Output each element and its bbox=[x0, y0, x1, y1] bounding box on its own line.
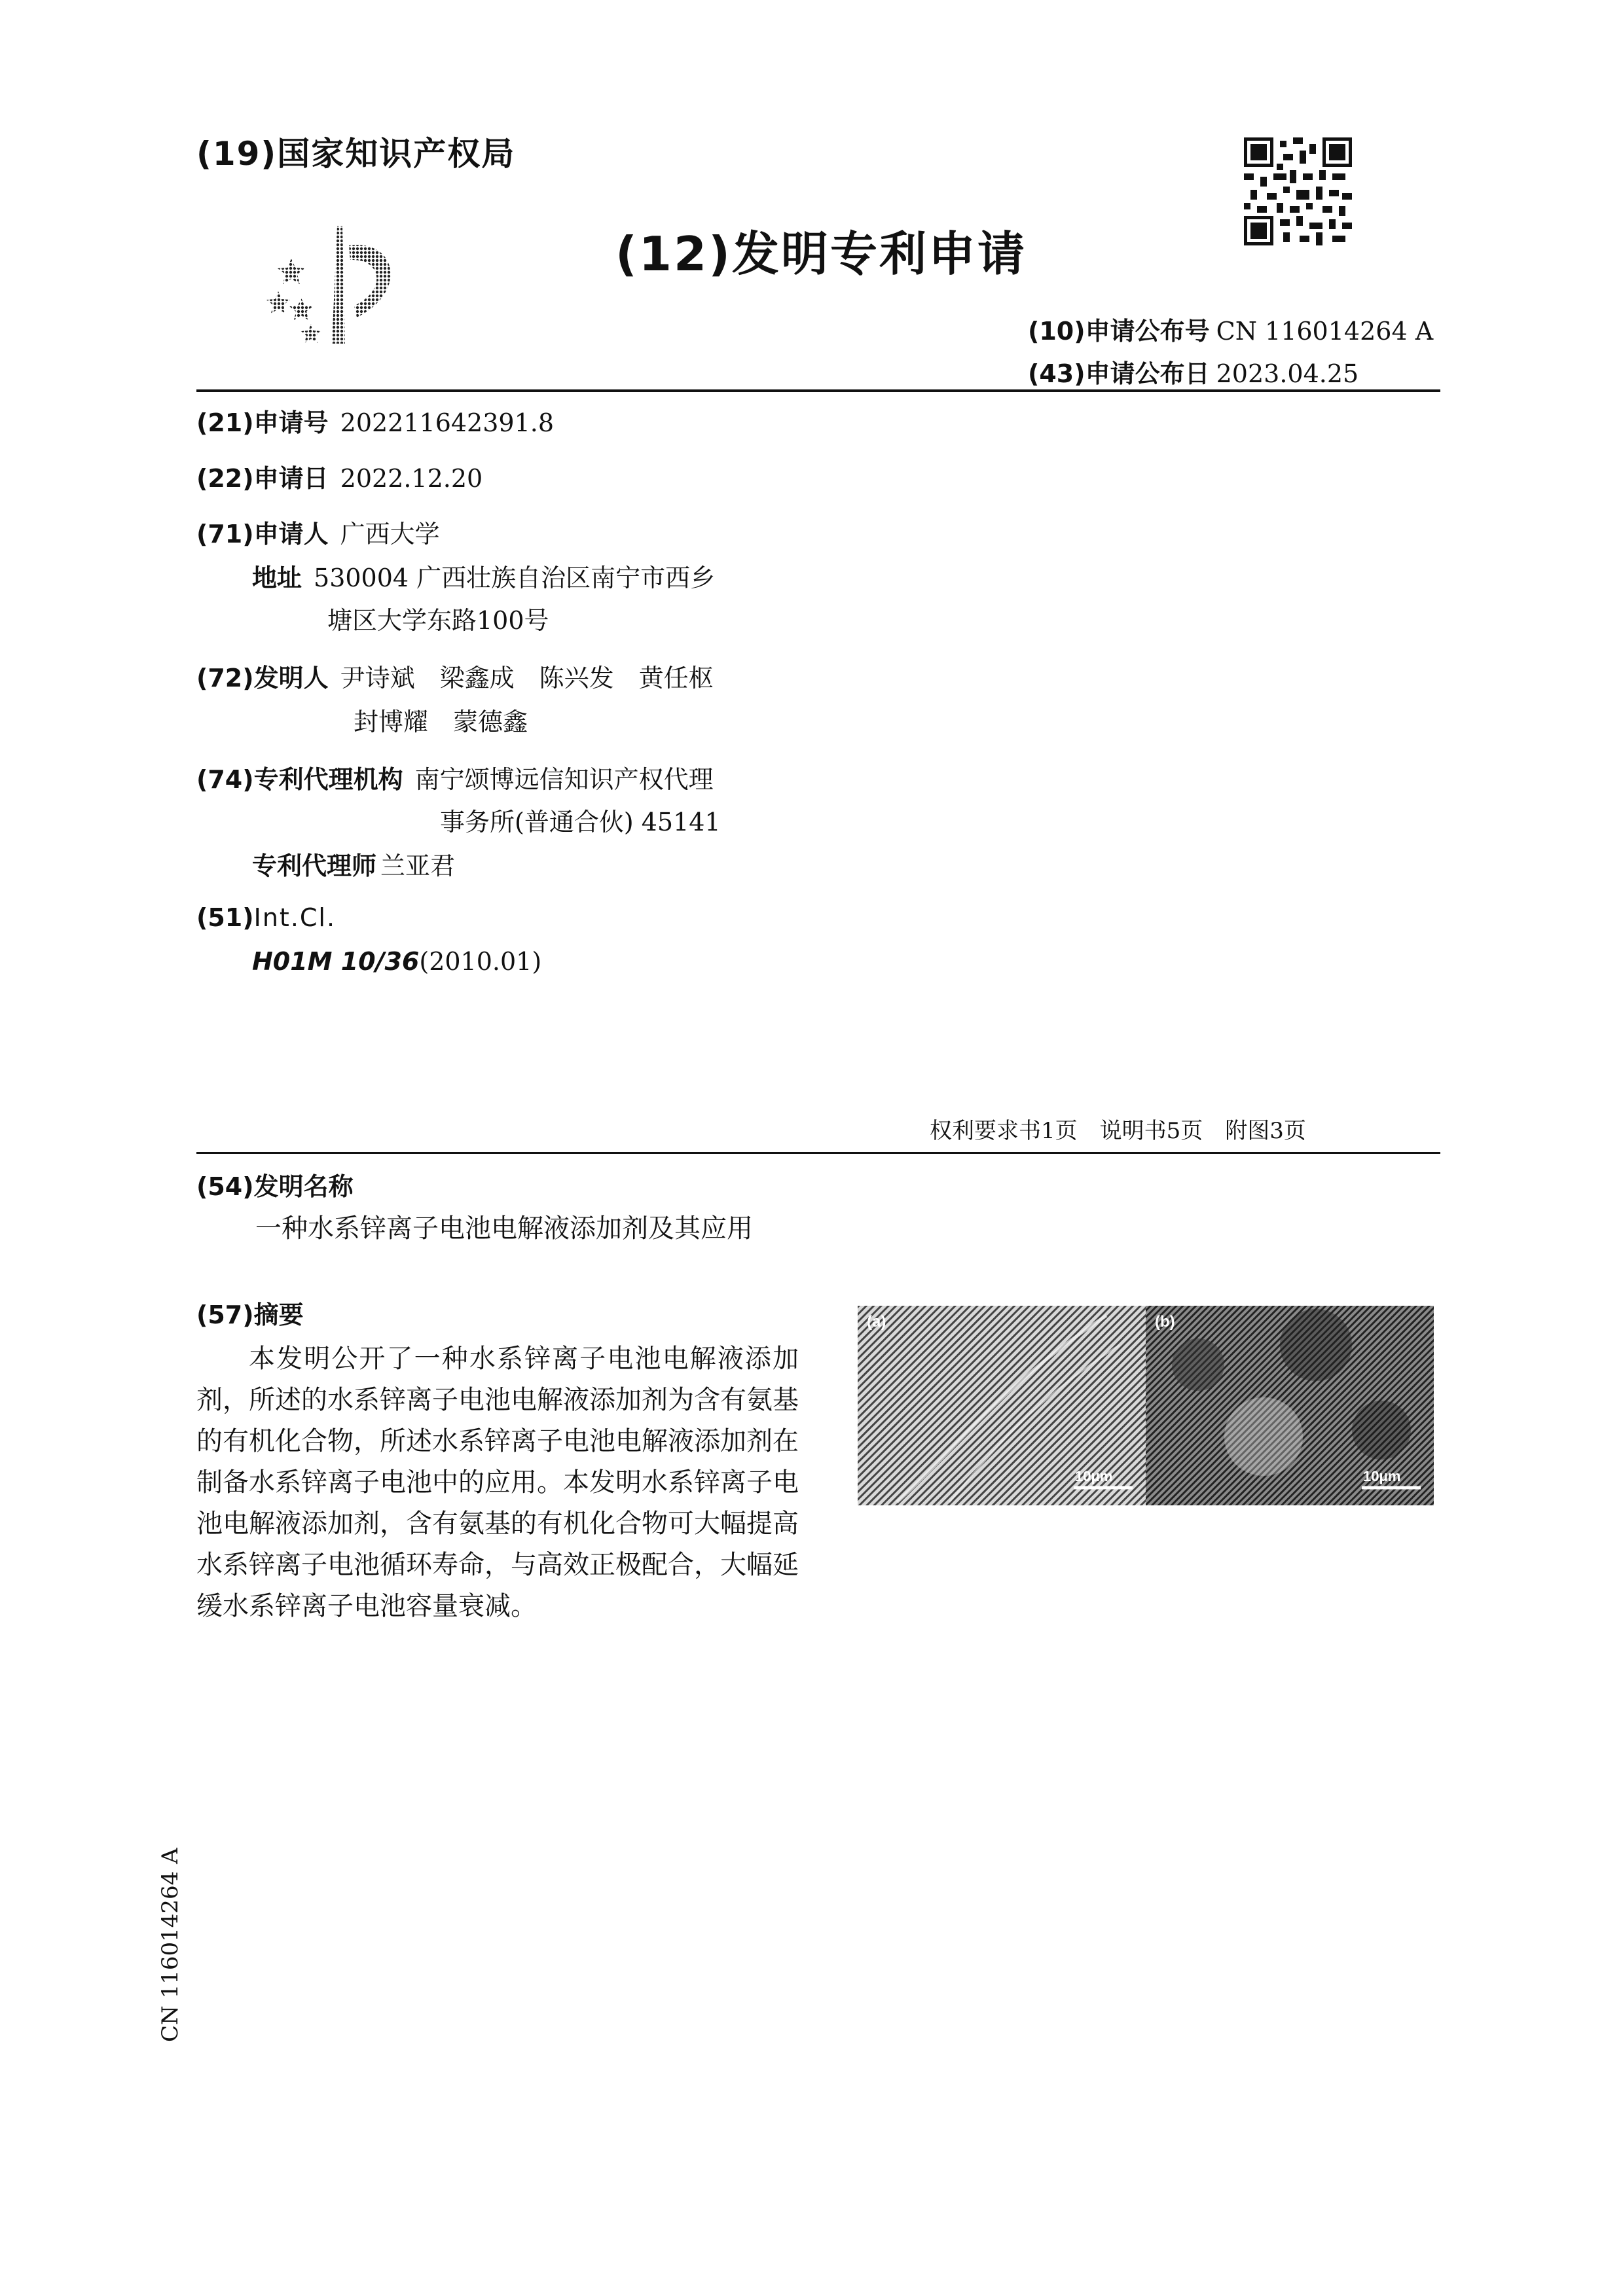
agent-field bbox=[252, 846, 455, 882]
field-label: 专利代理机构 bbox=[253, 765, 403, 794]
scale-label-a: 10μm bbox=[1075, 1468, 1113, 1484]
inventors-field bbox=[196, 658, 714, 694]
ipc-class: H01M 10/36 bbox=[252, 947, 420, 976]
field-label: 申请日 bbox=[253, 464, 329, 493]
publication-date: 2023.04.25 bbox=[1216, 359, 1359, 388]
field-label: 地址 bbox=[252, 564, 302, 592]
field-code: (72) bbox=[196, 664, 254, 692]
invention-title-heading bbox=[196, 1166, 354, 1202]
agency-line-2: 事务所(普通合伙) 45141 bbox=[440, 808, 721, 836]
document-type-title: (12)发明专利申请 bbox=[615, 226, 1027, 281]
field-code: (74) bbox=[196, 765, 254, 794]
applicant-field bbox=[196, 514, 440, 550]
scale-label-b: 10μm bbox=[1363, 1468, 1401, 1484]
ipc-version: (2010.01) bbox=[419, 947, 542, 976]
page-counts: 权利要求书1页 说明书5页 附图3页 bbox=[930, 1118, 1306, 1144]
field-label: 专利代理师 bbox=[252, 852, 377, 880]
publication-date-row bbox=[1028, 353, 1359, 389]
invention-title: 一种水系锌离子电池电解液添加剂及其应用 bbox=[255, 1213, 753, 1244]
field-code: (22) bbox=[196, 464, 254, 493]
section-divider bbox=[196, 1152, 1440, 1154]
applicant-name: 广西大学 bbox=[340, 520, 440, 548]
ipc-field bbox=[196, 903, 336, 932]
field-label: 申请人 bbox=[253, 520, 329, 548]
office-name: (19)国家知识产权局 bbox=[196, 135, 516, 173]
field-code: (57) bbox=[196, 1300, 254, 1329]
panel-a-label: (a) bbox=[867, 1313, 886, 1331]
side-publication-number: CN 116014264 A bbox=[157, 1848, 183, 2042]
publication-number-label: (10)申请公布号 bbox=[1028, 317, 1210, 346]
application-number: 202211642391.8 bbox=[340, 408, 555, 437]
qr-code-icon bbox=[1244, 137, 1352, 245]
panel-b-label: (b) bbox=[1155, 1313, 1175, 1331]
address-line-1: 530004 广西壮族自治区南宁市西乡 bbox=[314, 564, 716, 592]
address-field bbox=[252, 558, 715, 594]
publication-number: CN 116014264 A bbox=[1216, 317, 1434, 346]
application-date: 2022.12.20 bbox=[340, 464, 483, 493]
agency-field bbox=[196, 759, 714, 795]
field-code: (51) bbox=[196, 903, 254, 932]
field-label: 发明人 bbox=[253, 664, 329, 692]
application-date-field bbox=[196, 458, 483, 494]
field-label: 发明名称 bbox=[253, 1172, 354, 1201]
publication-number-row bbox=[1028, 311, 1433, 347]
abstract-figure-sem-images bbox=[858, 1306, 1434, 1505]
cnipa-emblem-icon bbox=[265, 219, 435, 350]
agent-name: 兰亚君 bbox=[380, 852, 456, 880]
abstract-text: 本发明公开了一种水系锌离子电池电解液添加剂，所述的水系锌离子电池电解液添加剂为含有氨基的有机化合物，所述水系锌离子电池电解液添加剂在制备水系锌离子电池中的应用。本发明水系锌离子电池电解液添加剂，含有氨基的有机化合物可大幅提高水系锌离子电池循环寿命，与高效正极配合，大幅延缓水系锌离子电池容量衰减。 bbox=[196, 1344, 799, 1621]
ipc-classification bbox=[252, 947, 541, 976]
abstract-heading bbox=[196, 1295, 304, 1331]
address-line-2: 塘区大学东路100号 bbox=[327, 606, 549, 635]
field-code: (21) bbox=[196, 408, 254, 437]
publication-date-label: (43)申请公布日 bbox=[1028, 359, 1210, 388]
field-label: Int.Cl. bbox=[253, 903, 337, 932]
field-label: 申请号 bbox=[253, 408, 329, 437]
field-code: (71) bbox=[196, 520, 254, 548]
inventors-line-1: 尹诗斌 梁鑫成 陈兴发 黄任枢 bbox=[340, 664, 714, 692]
field-code: (54) bbox=[196, 1172, 254, 1201]
header-divider bbox=[196, 389, 1440, 392]
application-number-field bbox=[196, 403, 554, 439]
inventors-line-2: 封博耀 蒙德鑫 bbox=[354, 708, 528, 736]
field-label: 摘要 bbox=[253, 1300, 304, 1329]
agency-line-1: 南宁颂博远信知识产权代理 bbox=[414, 765, 714, 794]
